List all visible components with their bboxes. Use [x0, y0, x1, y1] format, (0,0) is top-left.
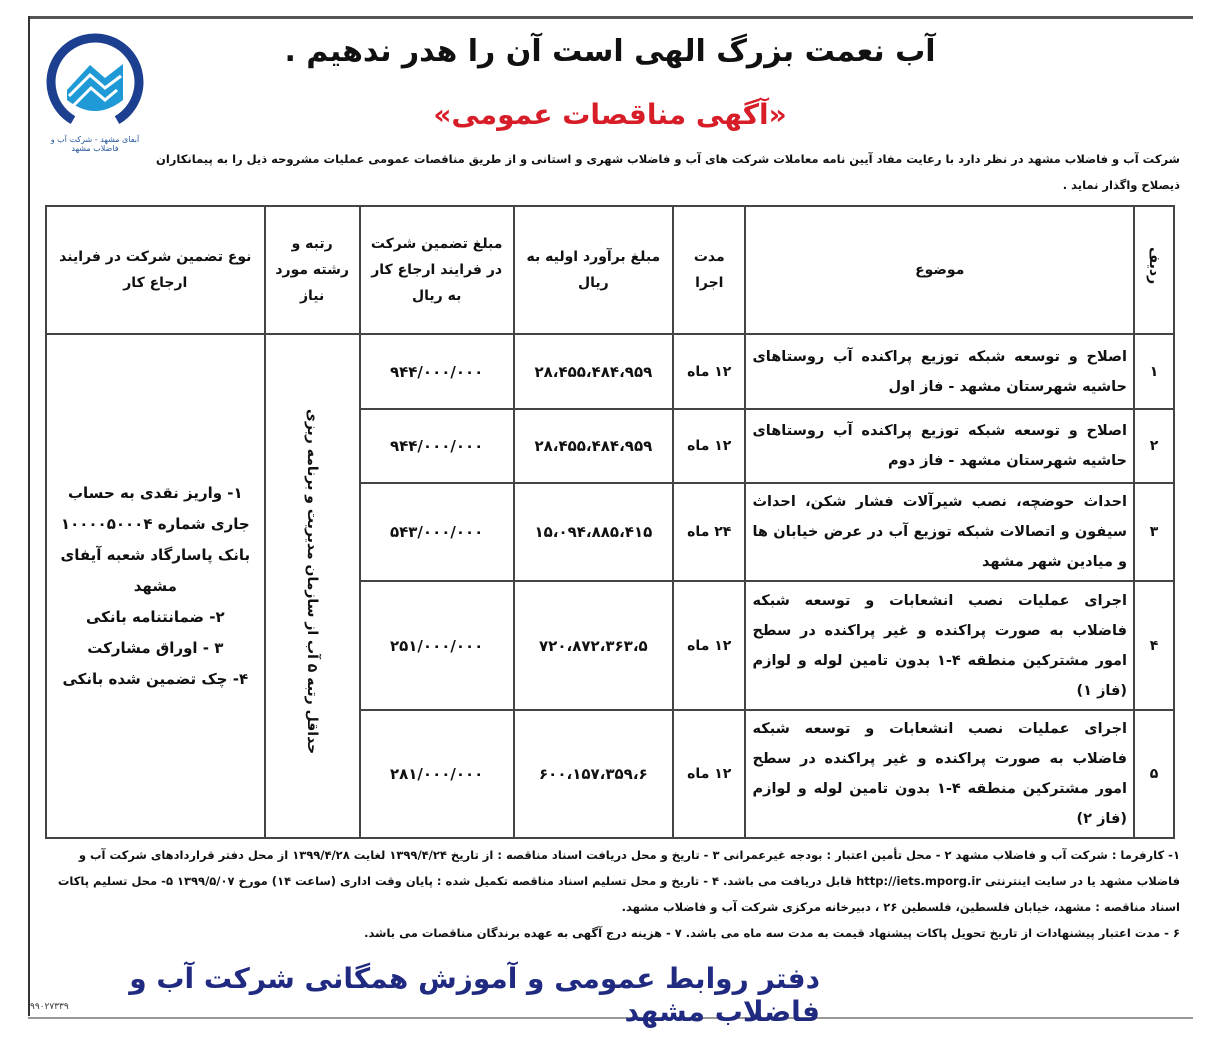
left-border — [28, 16, 30, 1016]
header-estimate: مبلغ برآورد اولیه به ریال — [514, 206, 673, 334]
company-logo — [40, 30, 150, 170]
ad-code: ۹۹۰۲۷۳۳۹ — [30, 1002, 69, 1012]
row-duration: ۲۴ ماه — [673, 483, 745, 581]
row-subject: اصلاح و توسعه شبکه توزیع پراکنده آب روستاهای حاشیه شهرستان مشهد - فاز اول — [745, 334, 1134, 409]
row-estimate: ۷۲۰،۸۷۲،۳۶۳،۵ — [514, 581, 673, 710]
guarantee-item: ۳ - اوراق مشارکت — [87, 638, 224, 657]
row-number: ۲ — [1134, 409, 1174, 483]
row-duration: ۱۲ ماه — [673, 334, 745, 409]
header-guarantee-type: نوع تضمین شرکت در فرایند ارجاع کار — [46, 206, 265, 334]
row-deposit: ۲۵۱/۰۰۰/۰۰۰ — [360, 581, 514, 710]
row-number: ۳ — [1134, 483, 1174, 581]
table-header — [46, 206, 1174, 334]
row-subject: احداث حوضچه، نصب شیرآلات فشار شکن، احداث سیفون و اتصالات شبکه توزیع آب در عرض خیابان ها و میادین شهر مشهد — [745, 483, 1134, 581]
note-paragraph: ۶ - مدت اعتبار پیشنهادات از تاریخ تحویل پاکات پیشنهاد قیمت به مدت سه ماه می باشد. ۷ - هزینه درج آگهی به عهده برندگان مناقصات می باشد. — [364, 926, 1180, 940]
grade-text: حداقل رتبه ۵ آب از سازمان مدیریت و برنامه ریزی — [304, 408, 321, 755]
row-estimate: ۲۸،۴۵۵،۴۸۴،۹۵۹ — [514, 409, 673, 483]
footer-signature: دفتر روابط عمومی و آموزش همگانی شرکت آب و فاضلاب مشهد — [129, 962, 820, 1028]
top-border — [28, 16, 1193, 19]
row-subject: اصلاح و توسعه شبکه توزیع پراکنده آب روستاهای حاشیه شهرستان مشهد - فاز دوم — [745, 409, 1134, 483]
row-number: ۴ — [1134, 581, 1174, 710]
tender-table — [45, 205, 1175, 839]
row-deposit: ۹۴۴/۰۰۰/۰۰۰ — [360, 409, 514, 483]
page-title: «آگهی مناقصات عمومی» — [433, 98, 787, 131]
row-duration: ۱۲ ماه — [673, 581, 745, 710]
row-subject: اجرای عملیات نصب انشعابات و توسعه شبکه فاضلاب به صورت پراکنده و غیر پراکنده در سطح امور مشترکین منطقه ۴-۱ بدون تامین لوله و لوازم (فاز ۲) — [745, 710, 1134, 838]
row-subject: اجرای عملیات نصب انشعابات و توسعه شبکه فاضلاب به صورت پراکنده و غیر پراکنده در سطح امور مشترکین منطقه ۴-۱ بدون تامین لوله و لوازم (فاز ۱) — [745, 581, 1134, 710]
row-number: ۱ — [1134, 334, 1174, 409]
row-estimate: ۲۸،۴۵۵،۴۸۴،۹۵۹ — [514, 334, 673, 409]
row-duration: ۱۲ ماه — [673, 710, 745, 838]
guarantee-item: ۲- ضمانتنامه بانکی — [85, 607, 225, 626]
row-deposit: ۲۸۱/۰۰۰/۰۰۰ — [360, 710, 514, 838]
row-estimate: ۶۰۰،۱۵۷،۳۵۹،۶ — [514, 710, 673, 838]
header-subject: موضوع — [745, 206, 1134, 334]
row-number: ۵ — [1134, 710, 1174, 838]
header-deposit: مبلغ تضمین شرکت در فرایند ارجاع کار به ریال — [360, 206, 514, 334]
row-deposit: ۵۴۳/۰۰۰/۰۰۰ — [360, 483, 514, 581]
intro-text: شرکت آب و فاضلاب مشهد در نظر دارد با رعایت مفاد آیین نامه معاملات شرکت های آب و فاضلاب شهری و استانی و از طریق مناقصات عمومی عملیات مشروحه ذیل را به پیمانکاران ذیصلاح واگذار نماید . — [156, 152, 1180, 192]
logo-caption: آبفای مشهد - شرکت آب و فاضلاب مشهد — [50, 135, 140, 153]
slogan: آب نعمت بزرگ الهی است آن را هدر ندهیم . — [284, 34, 936, 69]
row-deposit: ۹۴۴/۰۰۰/۰۰۰ — [360, 334, 514, 409]
guarantee-item: ۴- چک تضمین شده بانکی — [62, 669, 249, 688]
table-row — [46, 334, 1174, 409]
row-estimate: ۱۵،۰۹۴،۸۸۵،۴۱۵ — [514, 483, 673, 581]
header-grade: رتبه و رشته مورد نیاز — [265, 206, 360, 334]
header-duration: مدت اجرا — [673, 206, 745, 334]
header-row-number: ردیف — [1134, 206, 1174, 334]
guarantee-item: ۱- واریز نقدی به حساب جاری شماره ۱۰۰۰۰۵۰۰۰۴ بانک پاسارگاد شعبه آیفای مشهد — [60, 483, 251, 595]
water-logo-icon — [45, 30, 145, 135]
row-duration: ۱۲ ماه — [673, 409, 745, 483]
grade-cell — [265, 334, 360, 838]
note-paragraph: ۱- کارفرما : شرکت آب و فاضلاب مشهد ۲ - محل تأمین اعتبار : بودجه غیرعمرانی ۳ - تاریخ و محل دریافت اسناد مناقصه : از تاریخ ۱۳۹۹/۴/۲۴ لغایت ۱۳۹۹/۴/۲۸ از محل دفتر قراردادهای شرکت آب و فاضلاب مشهد یا در سایت اینترنتی http://iets.mporg.ir قابل دریافت می باشد. ۴ - تاریخ و محل تسلیم اسناد مناقصه تکمیل شده : پایان وقت اداری (ساعت ۱۴) مورخ ۱۳۹۹/۵/۰۷ ۵- محل تسلیم پاکات اسناد مناقصه : مشهد، خیابان فلسطین، فلسطین ۲۶ ، دبیرخانه مرکزی شرکت آب و فاضلاب مشهد. — [57, 848, 1180, 914]
guarantee-cell — [46, 334, 265, 838]
notes — [40, 842, 1180, 946]
